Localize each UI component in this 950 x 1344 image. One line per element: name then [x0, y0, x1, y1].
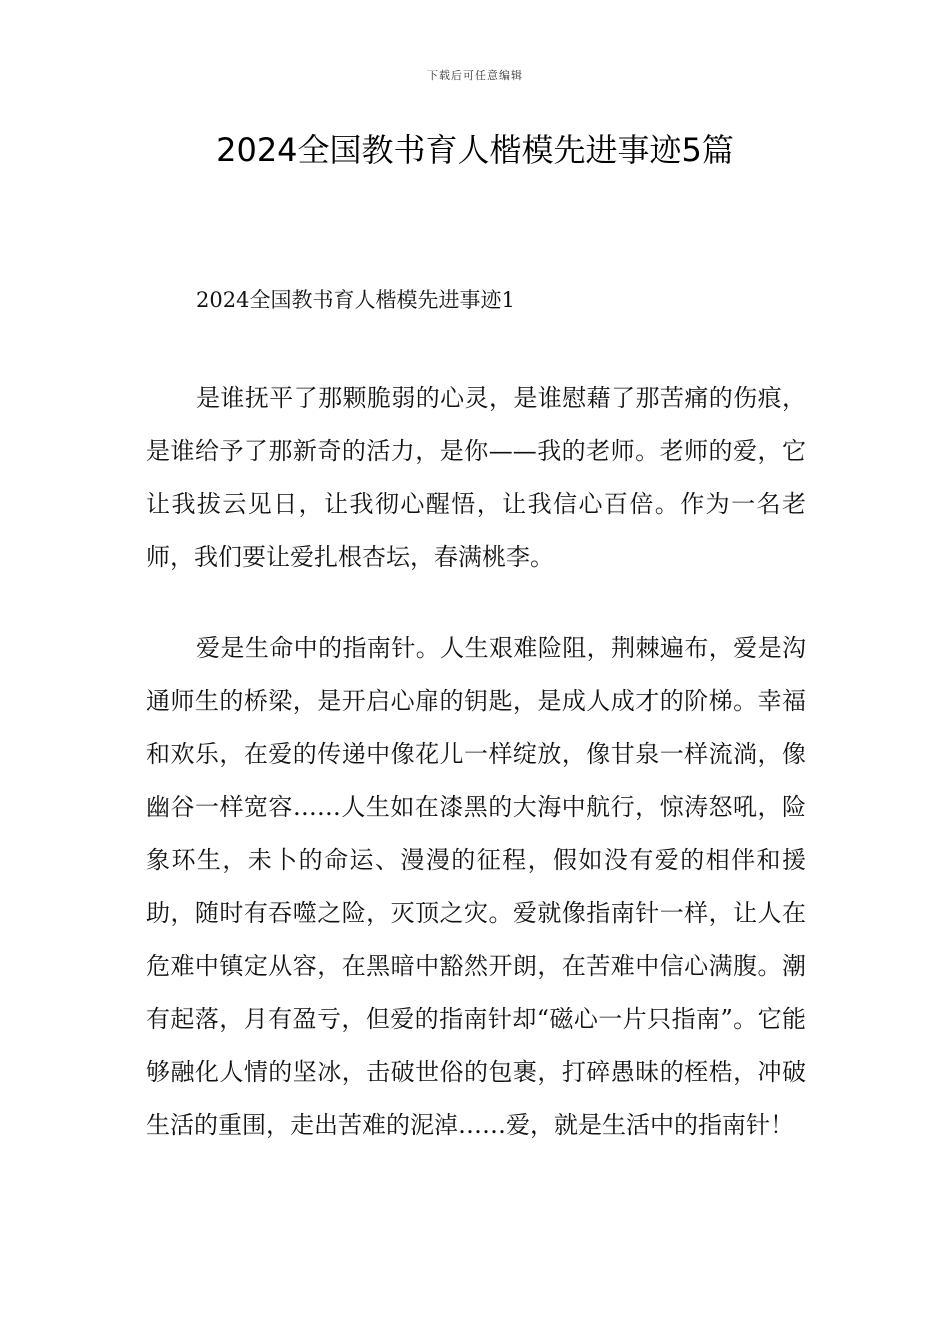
header-note: 下载后可任意编辑	[427, 69, 523, 82]
paragraph-2: 爱是生命中的指南针。人生艰难险阻，荆棘遍布，爱是沟通师生的桥梁，是开启心扉的钥匙，是成人成才的阶梯。幸福和欢乐，在爱的传递中像花儿一样绽放，像甘泉一样流淌，像幽谷一样宽容……人生如在漆黑的大海中航行，惊涛怒吼，险象环生，未卜的命运、漫漫的征程，假如没有爱的相伴和援助，随时有吞噬之险，灭顶之灾。爱就像指南针一样，让人在危难中镇定从容，在黑暗中豁然开朗，在苦难中信心满腹。潮有起落，月有盈亏，但爱的指南针却“磁心一片只指南”。它能够融化人情的坚冰，击破世俗的包裹，打碎愚昧的桎梏，冲破生活的重围，走出苦难的泥淖……爱，就是生活中的指南针！	[146, 634, 806, 1139]
paragraph-1: 是谁抚平了那颗脆弱的心灵，是谁慰藉了那苦痛的伤痕，是谁给予了那新奇的活力，是你——我的老师。老师的爱，它让我拔云见日，让我彻心醒悟，让我信心百倍。作为一名老师，我们要让爱扎根杏坛，春满桃李。	[146, 384, 806, 571]
document-title: 2024全国教书育人楷模先进事迹5篇	[216, 131, 734, 169]
section-heading: 2024全国教书育人楷模先进事迹1	[196, 288, 515, 312]
